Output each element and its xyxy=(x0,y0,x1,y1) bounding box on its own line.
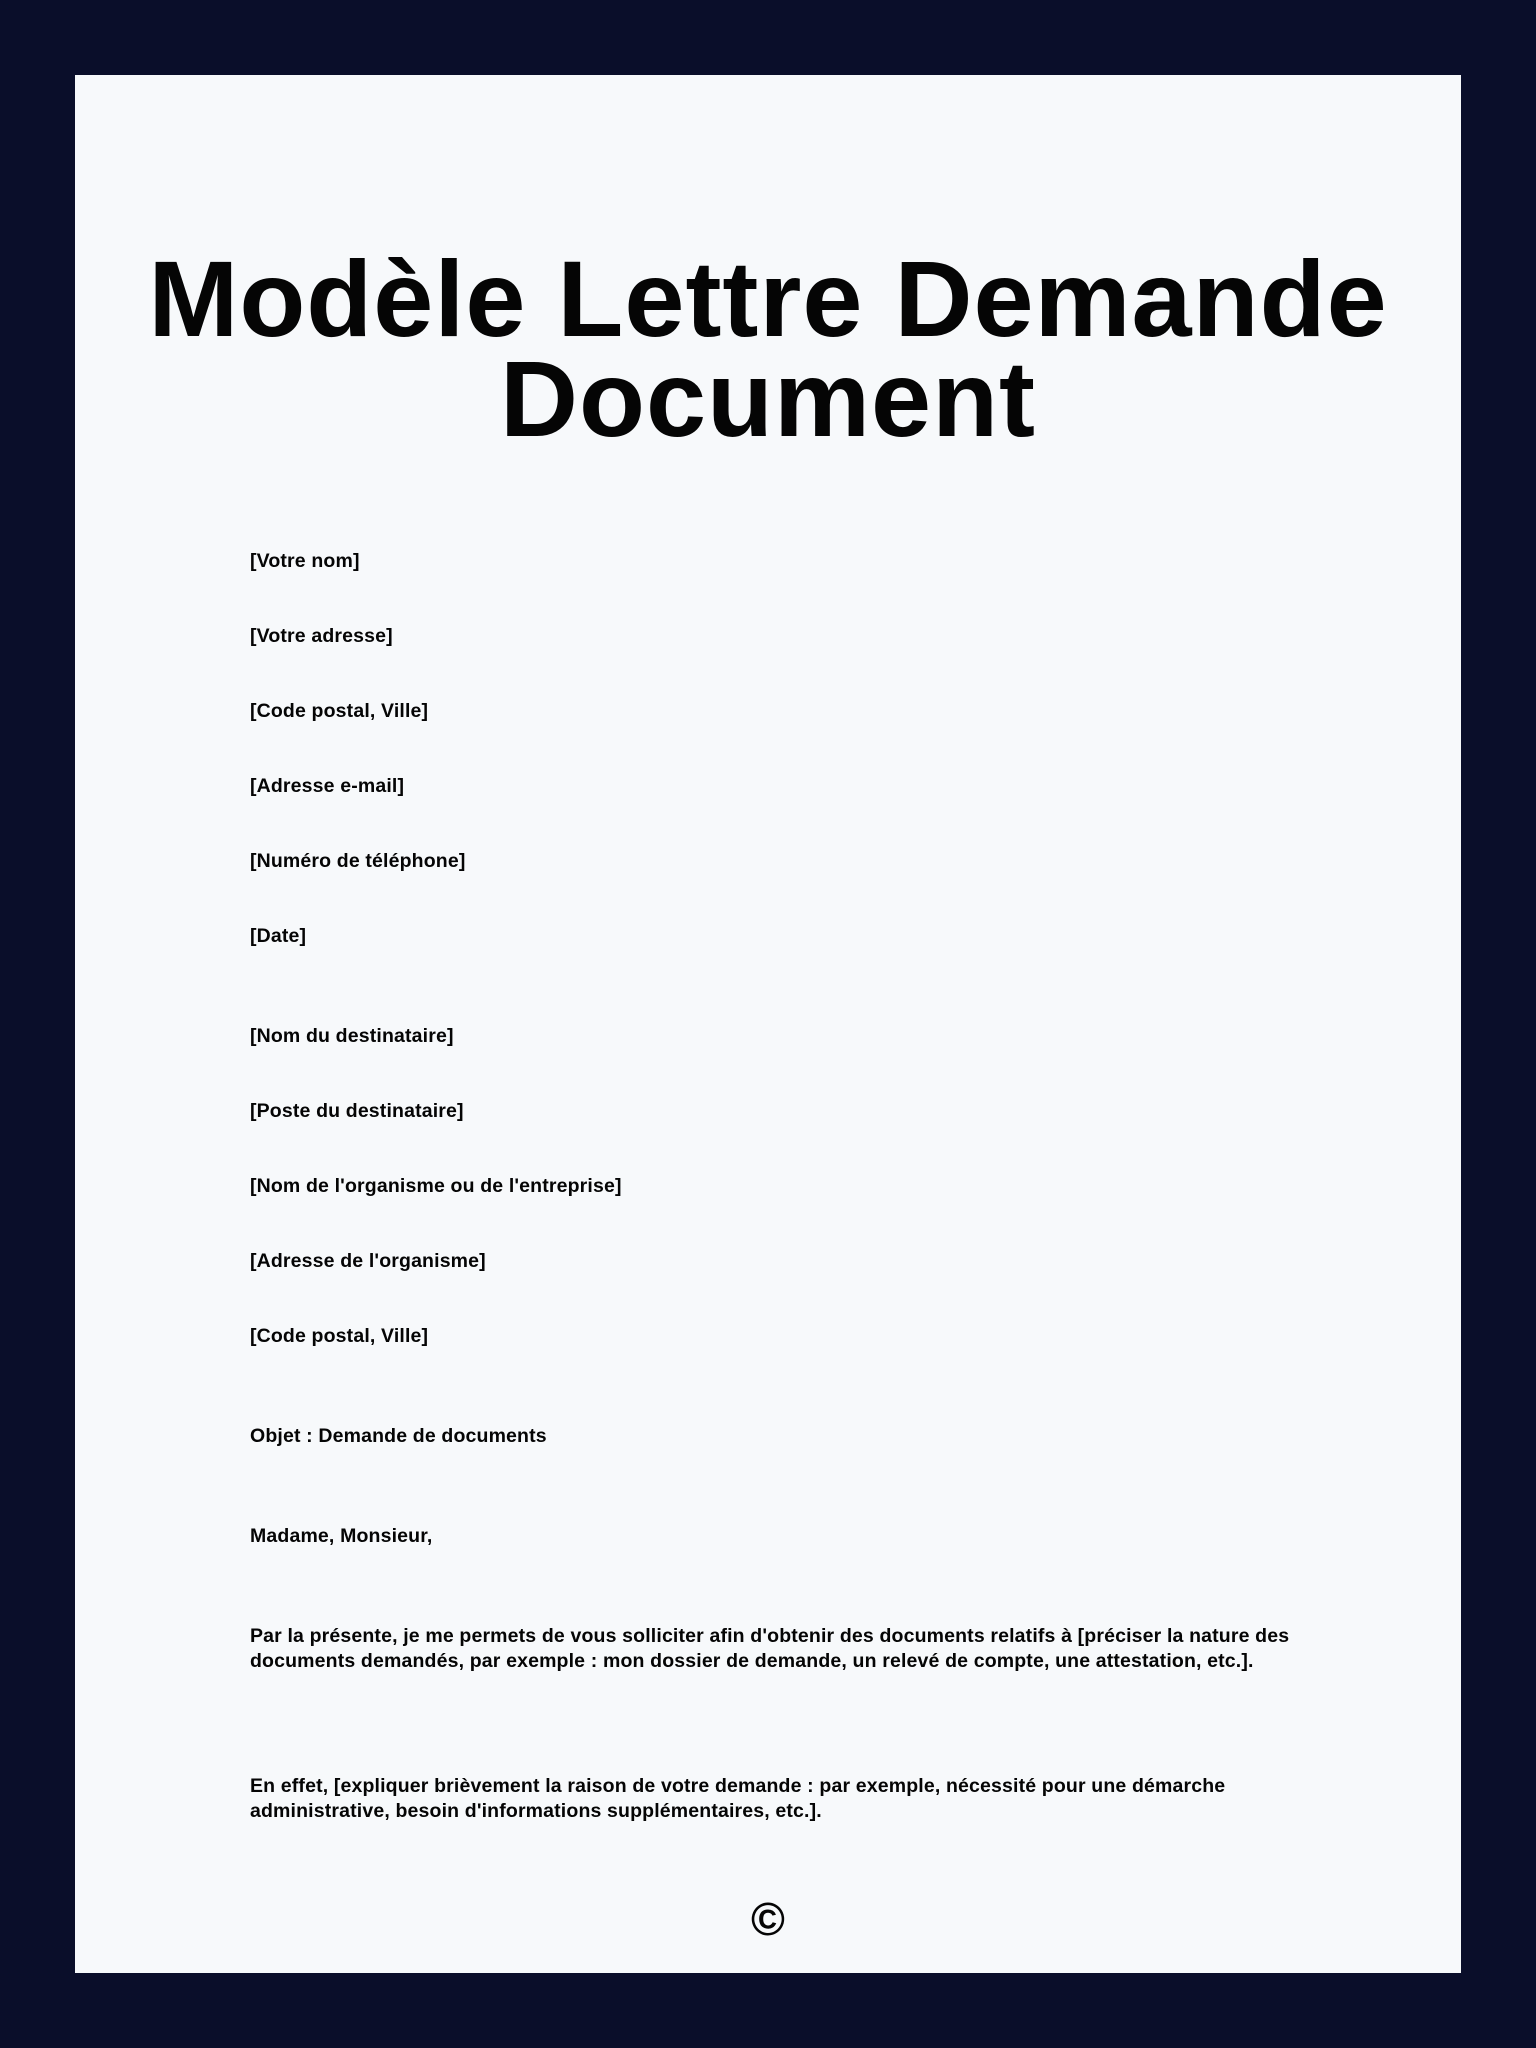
recipient-position: [Poste du destinataire] xyxy=(250,1100,464,1122)
sender-postal-city: [Code postal, Ville] xyxy=(250,700,429,722)
recipient-name: [Nom du destinataire] xyxy=(250,1025,454,1047)
sender-address: [Votre adresse] xyxy=(250,625,393,647)
letter-salutation: Madame, Monsieur, xyxy=(250,1525,433,1547)
recipient-postal-city: [Code postal, Ville] xyxy=(250,1325,429,1347)
copyright-icon: © xyxy=(751,1893,785,1945)
page-title: Modèle Lettre Demande Document xyxy=(148,238,1388,459)
sender-email: [Adresse e-mail] xyxy=(250,775,405,797)
body-paragraph-1: Par la présente, je me permets de vous solliciter afin d'obtenir des documents relatifs à [préciser la nature des documents demandés, par exemple : mon dossier de demande, un relevé de compte, une attestation, etc.]. xyxy=(250,1625,1290,1672)
letter-date: [Date] xyxy=(250,925,307,947)
recipient-organization: [Nom de l'organisme ou de l'entreprise] xyxy=(250,1175,622,1197)
letter-subject: Objet : Demande de documents xyxy=(250,1425,547,1447)
letter-page xyxy=(75,75,1461,1973)
recipient-address: [Adresse de l'organisme] xyxy=(250,1250,486,1272)
body-paragraph-2: En effet, [expliquer brièvement la raison de votre demande : par exemple, nécessité pour une démarche administrative, besoin d'informations supplémentaires, etc.]. xyxy=(250,1775,1226,1822)
sender-name: [Votre nom] xyxy=(250,550,360,572)
sender-phone: [Numéro de téléphone] xyxy=(250,850,466,872)
